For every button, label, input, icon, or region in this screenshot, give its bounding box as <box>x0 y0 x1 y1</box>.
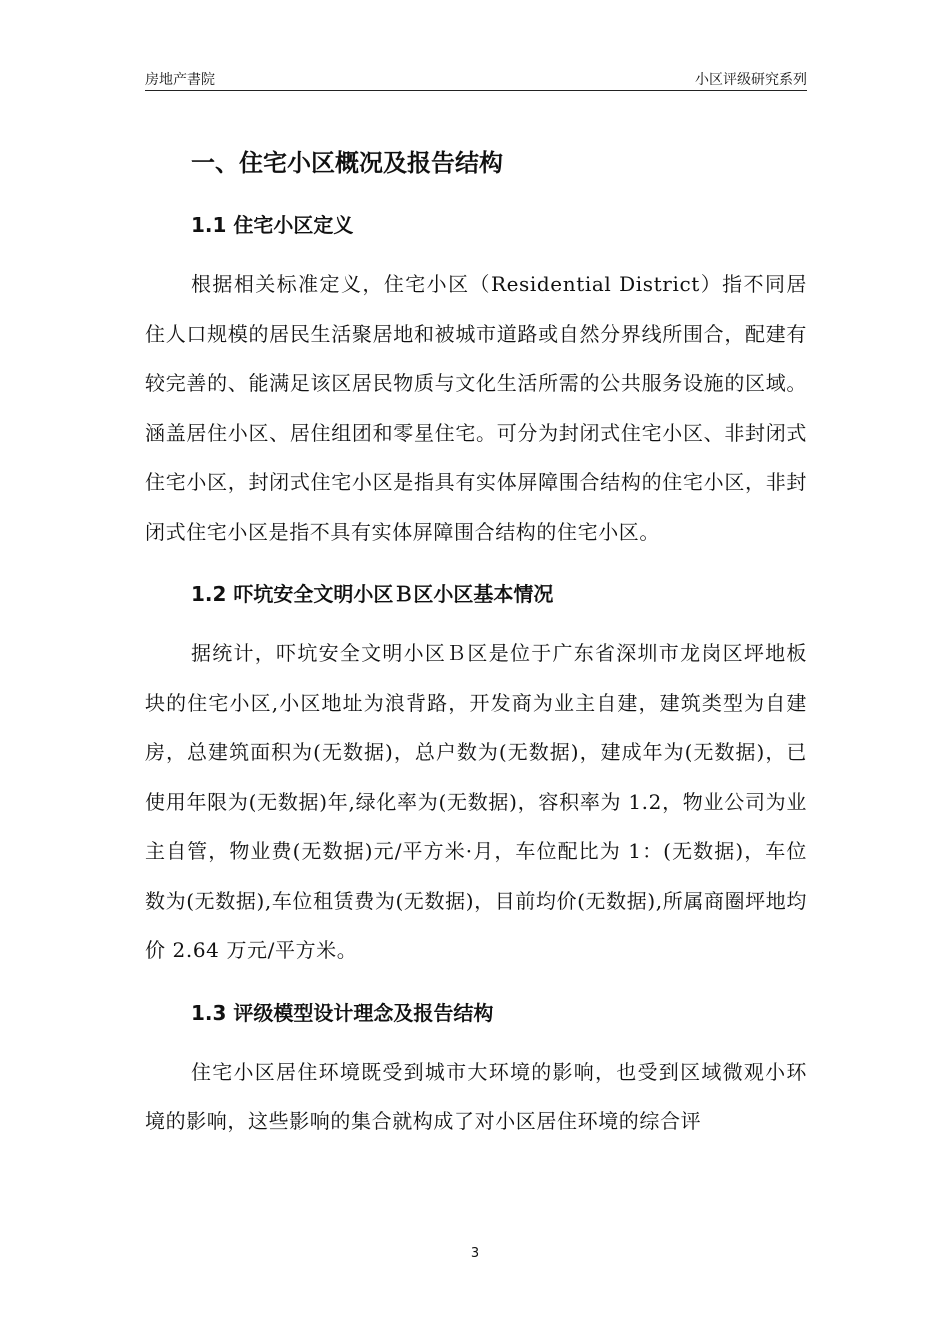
paragraph-1-2: 据统计，吓坑安全文明小区Ｂ区是位于广东省深圳市龙岗区坪地板块的住宅小区,小区地址为浪背路，开发商为业主自建，建筑类型为自建房，总建筑面积为(无数据)，总户数为(无数据)，建成年为(无数据)，已使用年限为(无数据)年,绿化率为(无数据)，容积率为 1.2，物业公司为业主自管，物业费(无数据)元/平方米·月，车位配比为 1：(无数据)，车位数为(无数据),车位租赁费为(无数据)，目前均价(无数据),所属商圈坪地均价 2.64 万元/平方米。 <box>145 641 807 962</box>
page-header <box>145 66 807 91</box>
header-publisher: 房地产書院 <box>145 72 215 88</box>
paragraph-1-1: 根据相关标准定义，住宅小区（Residential District）指不同居住人口规模的居民生活聚居地和被城市道路或自然分界线所围合，配建有较完善的、能满足该区居民物质与文化生活所需的公共服务设施的区域。涵盖居住小区、居住组团和零星住宅。可分为封闭式住宅小区、非封闭式住宅小区，封闭式住宅小区是指具有实体屏障围合结构的住宅小区，非封闭式住宅小区是指不具有实体屏障围合结构的住宅小区。 <box>145 272 807 544</box>
section-title: 一、住宅小区概况及报告结构 <box>191 149 503 177</box>
subsection-title-1-3: 1.3 评级模型设计理念及报告结构 <box>191 1000 494 1025</box>
paragraph-1-3: 住宅小区居住环境既受到城市大环境的影响，也受到区域微观小环境的影响，这些影响的集合就构成了对小区居住环境的综合评 <box>145 1059 807 1133</box>
subsection-title-1-1: 1.1 住宅小区定义 <box>191 213 354 237</box>
subsection-title-1-2: 1.2 吓坑安全文明小区Ｂ区小区基本情况 <box>191 582 554 606</box>
page-number: 3 <box>470 1246 480 1261</box>
page-body <box>145 140 807 1147</box>
header-series: 小区评级研究系列 <box>695 72 807 88</box>
